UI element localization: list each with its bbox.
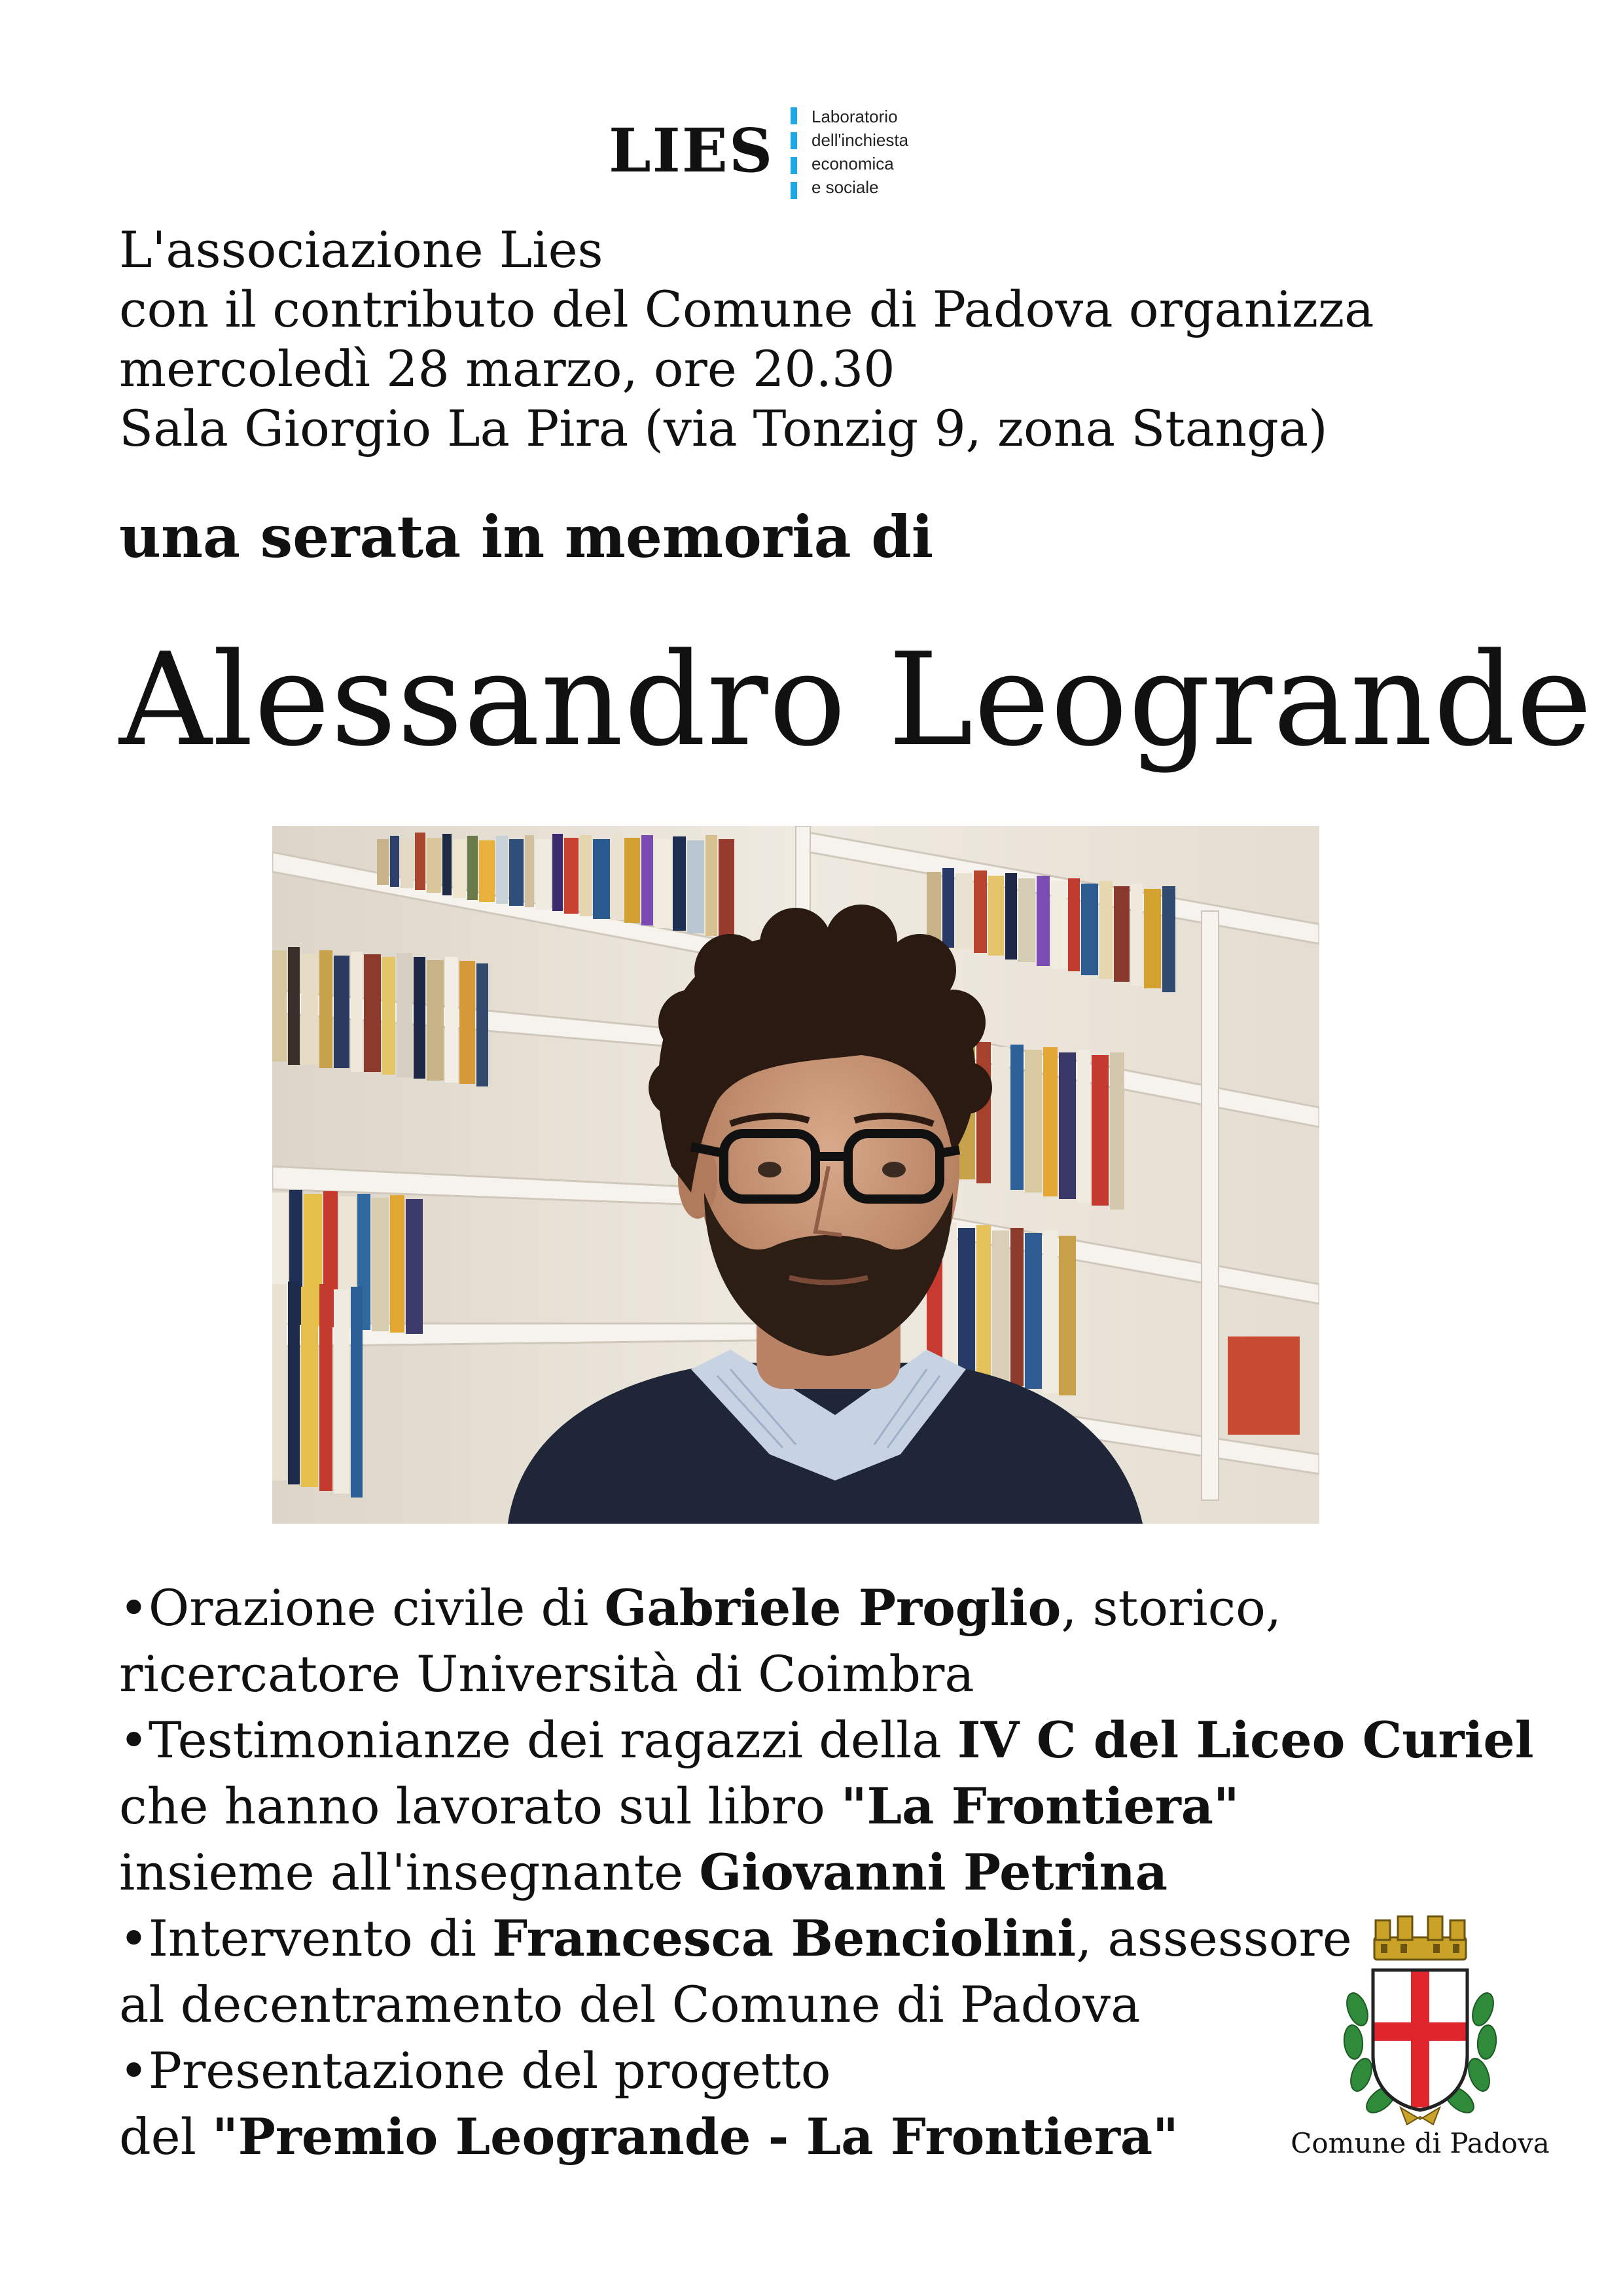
program-item-3-line-2: al decentramento del Comune di Padova: [119, 1975, 1141, 2034]
portrait-photo: [272, 826, 1319, 1524]
program-item-2-line-1: [119, 1707, 1534, 1773]
prize-name: "Premio Leogrande - La Frontiera": [212, 2108, 1179, 2166]
program-text: , storico,: [1061, 1579, 1282, 1637]
coat-of-arms-caption: Comune di Padova: [1291, 2127, 1550, 2159]
program-item-4-line-1: [119, 2037, 1534, 2104]
intro-organizer: L'associazione Lies: [119, 221, 603, 279]
logo-wordmark: LIES: [609, 115, 774, 186]
logo-tagline-line: Laboratorio: [812, 107, 898, 126]
bullet: •: [119, 1711, 149, 1769]
book-title: "La Frontiera": [841, 1777, 1240, 1835]
program-item-2-line-3: [119, 1839, 1534, 1905]
event-intro: [119, 220, 1374, 458]
lies-logo: [609, 105, 949, 203]
program-text: che hanno lavorato sul libro: [119, 1777, 842, 1835]
program-text: Orazione civile di: [148, 1579, 605, 1637]
event-program: [119, 1575, 1534, 2170]
program-text: del: [119, 2108, 213, 2166]
program-item-1-line-2: ricercatore Università di Coimbra: [119, 1645, 974, 1703]
program-text: Presentazione del progetto: [148, 2041, 831, 2100]
class-name: IV C del Liceo Curiel: [957, 1711, 1534, 1769]
honoree-name: Alessandro Leogrande: [119, 626, 1593, 775]
program-item-1-line-1: [119, 1575, 1534, 1641]
bullet: •: [119, 2041, 149, 2100]
intro-venue: Sala Giorgio La Pira (via Tonzig 9, zona Stanga): [119, 399, 1328, 457]
program-text: Intervento di: [148, 1909, 493, 1967]
logo-tagline: [812, 105, 908, 199]
bullet: •: [119, 1909, 149, 1967]
speaker-name: Gabriele Proglio: [604, 1579, 1061, 1637]
program-item-2-line-2: [119, 1773, 1534, 1839]
teacher-name: Giovanni Petrina: [699, 1843, 1168, 1901]
intro-sponsor: con il contributo del Comune di Padova organizza: [119, 280, 1374, 338]
logo-tagline-line: dell'inchiesta: [812, 130, 909, 150]
bullet: •: [119, 1579, 149, 1637]
event-subtitle: una serata in memoria di: [119, 503, 934, 571]
padova-coat-of-arms-icon: [1335, 1911, 1505, 2127]
portrait-photo-icon: [272, 826, 1319, 1524]
logo-accent-bar: [791, 107, 797, 200]
logo-tagline-line: e sociale: [812, 177, 879, 197]
speaker-name: Francesca Benciolini: [492, 1909, 1077, 1967]
program-text: , assessore: [1076, 1909, 1352, 1967]
program-item-3-line-1: [119, 1905, 1534, 1971]
program-text: Testimonianze dei ragazzi della: [148, 1711, 957, 1769]
program-text: insieme all'insegnante: [119, 1843, 700, 1901]
intro-datetime: mercoledì 28 marzo, ore 20.30: [119, 340, 895, 398]
logo-tagline-line: economica: [812, 154, 894, 173]
